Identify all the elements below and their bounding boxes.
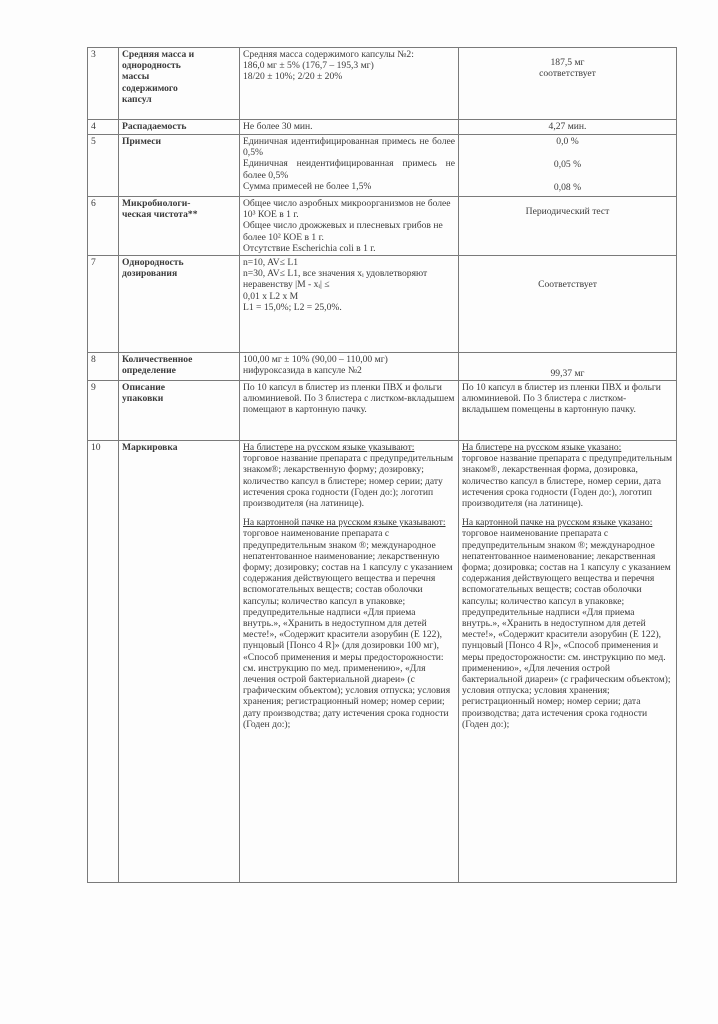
- result-cell: [459, 256, 677, 353]
- result-cell: 99,37 мг: [459, 353, 677, 381]
- row-number: 4: [88, 120, 119, 135]
- test-name-line: определение: [122, 365, 176, 377]
- row-number: 8: [88, 353, 119, 381]
- requirement-cell: По 10 капсул в блистер из пленки ПВХ и фольги алюминиевой. По 3 блистера с листком-вкладышем помещают в картонную пачку.: [240, 381, 459, 441]
- result-cell: [459, 197, 677, 256]
- test-name-line: массы: [122, 71, 150, 83]
- requirement-cell: [240, 135, 459, 197]
- requirement-line: n=30, AV≤ L1, все значения xᵢ удовлетворяют неравенству |M - xᵢ| ≤: [243, 268, 428, 291]
- row-number: 3: [88, 48, 119, 120]
- test-name-cell: Примеси: [119, 135, 240, 197]
- carton-heading: На картонной пачке на русском языке указано:: [462, 517, 653, 529]
- result-line: соответствует: [539, 68, 596, 80]
- test-name-line: ческая чистота**: [122, 209, 198, 221]
- requirement-line: L1 = 15,0%; L2 = 25,0%.: [243, 301, 342, 313]
- test-name-cell: [119, 353, 240, 381]
- result-line: 0,08 %: [553, 182, 582, 194]
- result-line: Периодический тест: [525, 206, 610, 217]
- table-row: [88, 353, 677, 381]
- blister-text: торговое название препарата с предупредительным знаком®, лекарственная форма, дозировка, количество капсул в блистере, номер серии, дата истечения срока годности (Годен до:), логотип производителя (на латинице).: [462, 453, 673, 510]
- requirement-line: нифуроксазида в капсуле №2: [243, 365, 362, 377]
- test-name-line: капсул: [122, 93, 152, 105]
- requirement-line: Средняя масса содержимого капсулы №2:: [243, 49, 414, 60]
- test-name-cell: [119, 48, 240, 120]
- requirement-cell: Не более 30 мин.: [240, 120, 459, 135]
- requirement-cell: [240, 353, 459, 381]
- table-row: [88, 441, 677, 883]
- requirement-cell: [240, 441, 459, 883]
- test-name-cell: [119, 197, 240, 256]
- requirement-line: Отсутствие Escherichia coli в 1 г.: [243, 242, 376, 254]
- row-number: 7: [88, 256, 119, 353]
- result-line: 0,05 %: [553, 159, 582, 171]
- requirement-cell: [240, 48, 459, 120]
- requirement-line: Сумма примесей не более 1,5%: [243, 180, 372, 192]
- result-cell: [459, 441, 677, 883]
- requirement-line: Единичная неидентифицированная примесь не более 0,5%: [243, 158, 455, 181]
- test-name-line: Микробиологи-: [122, 198, 191, 209]
- test-name-cell: Распадаемость: [119, 120, 240, 135]
- test-name-line: содержимого: [122, 82, 178, 94]
- row-number: 6: [88, 197, 119, 256]
- result-line: Соответствует: [538, 279, 597, 291]
- table-row: [88, 256, 677, 353]
- requirement-line: 0,01 x L2 x M: [243, 290, 299, 302]
- test-name-line: Количественное: [122, 354, 193, 366]
- requirement-line: Общее число дрожжевых и плесневых грибов не более 10² КОЕ в 1 г.: [243, 220, 443, 243]
- requirement-line: Единичная идентифицированная примесь не более 0,5%: [243, 136, 455, 159]
- test-name-cell: [119, 256, 240, 353]
- carton-text: торговое наименование препарата с предупредительным знаком ®; международное непатентованное наименование; лекарственная форма; дозировка; состав на 1 капсулу с указанием содержания действующего вещества и перечня вспомогательных веществ; состав оболочки капсулы; количество капсул в упаковке; предупредительные надписи «Для приема внутрь.», «Хранить в недоступном для детей месте!», «Содержит красители азорубин (Е 122), пунцовый [Понсо 4 R]», «Способ применения и меры предосторожности: см. инструкцию по мед. применению», «Для лечения острой бактериальной диареи» (с графическим объектом); условия отпуска; условия хранения; регистрационный номер; номер серии; дата производства; дата истечения срока годности (Годен до:);: [462, 528, 671, 730]
- blister-text: торговое название препарата с предупредительным знаком®; лекарственную форму; дозировку; количество капсул в блистере; номер серии; дату истечения срока годности (Годен до:); логотип производителя (на латинице).: [243, 453, 454, 510]
- table-row: [88, 381, 677, 441]
- table-row: [88, 197, 677, 256]
- table-row: [88, 135, 677, 197]
- requirement-line: 100,00 мг ± 10% (90,00 – 110,00 мг): [243, 354, 388, 366]
- row-number: 5: [88, 135, 119, 197]
- requirement-cell: [240, 256, 459, 353]
- test-name-line: упаковки: [122, 393, 164, 405]
- carton-heading: На картонной пачке на русском языке указывают:: [243, 517, 446, 529]
- test-name-line: однородность: [122, 60, 181, 72]
- test-name-line: Средняя масса и: [122, 49, 195, 60]
- row-number: 9: [88, 381, 119, 441]
- result-cell: 4,27 мин.: [459, 120, 677, 135]
- result-cell: [459, 135, 677, 197]
- test-name-cell: [119, 381, 240, 441]
- result-cell: [459, 48, 677, 120]
- test-name-line: дозирования: [122, 268, 178, 280]
- carton-text: торговое наименование препарата с предупредительным знаком ®; международное непатентованное наименование; лекарственную форму; дозировку; состав на 1 капсулу с указанием содержания действующего вещества и перечня вспомогательных веществ; состав оболочки капсулы; количество капсул в упаковке; предупредительные надписи «Для приема внутрь.», «Хранить в недоступном для детей месте!», «Содержит красители азорубин (Е 122), пунцовый [Понсо 4 R]» (для дозировки 100 мг), «Способ применения и меры предосторожности: см. инструкцию по мед. применению», «Для лечения острой бактериальной диареи» (с графическим объектом); условия отпуска; условия хранения; регистрационный номер; номер серии; дату производства; дату истечения срока годности (Годен до:);: [243, 528, 453, 730]
- table-row: [88, 48, 677, 120]
- blister-heading: На блистере на русском языке указано:: [462, 442, 622, 454]
- row-number: 10: [88, 441, 119, 883]
- table-row: [88, 120, 677, 135]
- blister-heading: На блистере на русском языке указывают:: [243, 442, 415, 454]
- test-name-line: Однородность: [122, 257, 184, 269]
- result-line: 0,0 %: [556, 136, 579, 147]
- result-cell: По 10 капсул в блистер из пленки ПВХ и фольги алюминиевой. По 3 блистера с листком-вкладышем помещены в картонную пачку.: [459, 381, 677, 441]
- test-name-cell: Маркировка: [119, 441, 240, 883]
- requirement-line: 18/20 ± 10%; 2/20 ± 20%: [243, 71, 343, 83]
- requirement-line: 186,0 мг ± 5% (176,7 – 195,3 мг): [243, 60, 374, 72]
- requirement-cell: [240, 197, 459, 256]
- requirement-line: n=10, AV≤ L1: [243, 257, 299, 269]
- result-line: 187,5 мг: [550, 57, 585, 68]
- requirement-line: Общее число аэробных микроорганизмов не более 10³ КОЕ в 1 г.: [243, 198, 451, 221]
- specification-table: [87, 47, 677, 883]
- test-name-line: Описание: [122, 382, 166, 394]
